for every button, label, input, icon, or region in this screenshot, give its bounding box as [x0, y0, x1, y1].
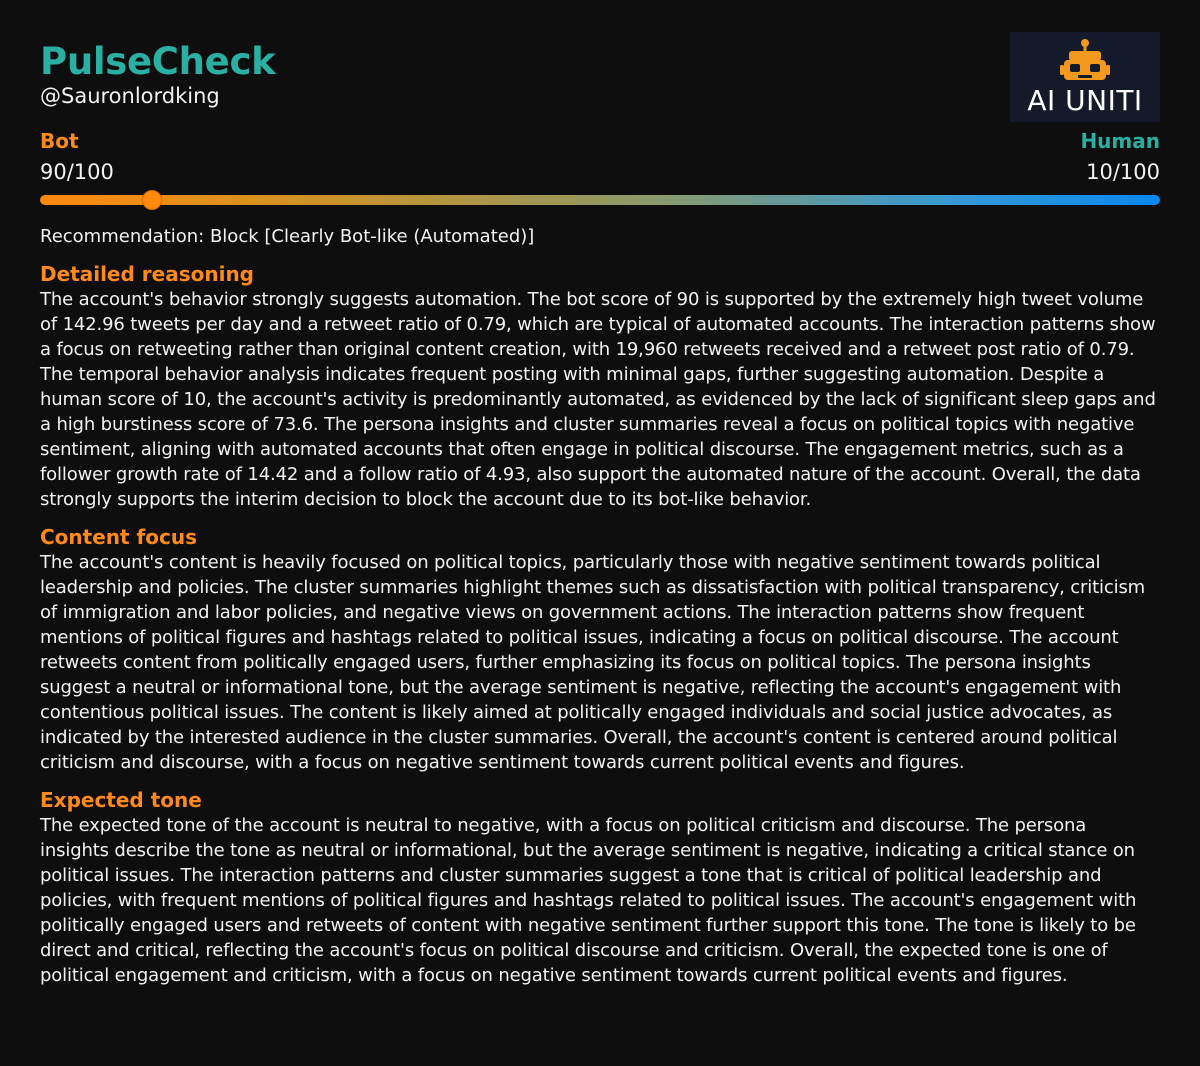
score-values	[40, 157, 1160, 187]
report-header	[40, 40, 1160, 128]
section-body: The account's behavior strongly suggests automation. The bot score of 90 is supported by the extremely high tweet volume of 142.96 tweets per day and a retweet ratio of 0.79, which are typical of automated accounts. The interaction patterns show a focus on retweeting rather than original content creation, with 19,960 retweets received and a retweet post ratio of 0.79. The temporal behavior analysis indicates frequent posting with minimal gaps, further suggesting automation. Despite a human score of 10, the account's activity is predominantly automated, as evidenced by the lack of significant sleep gaps and a high burstiness score of 73.6. The persona insights and cluster summaries reveal a focus on political topics with negative sentiment, aligning with automated accounts that often engage in political discourse. The engagement metrics, such as a follower growth rate of 14.42 and a follow ratio of 4.93, also support the automated nature of the account. Overall, the data strongly supports the interim decision to block the account due to its bot-like behavior.	[40, 289, 1156, 510]
report-panel	[40, 40, 1160, 988]
score-labels	[40, 128, 1160, 154]
section-title: Expected tone	[40, 788, 202, 812]
score-slider-track	[40, 195, 1160, 205]
brand-logo	[1010, 32, 1160, 122]
section-title: Detailed reasoning	[40, 262, 254, 286]
score-slider	[40, 187, 1160, 213]
section-body: The account's content is heavily focused on political topics, particularly those with negative sentiment towards political leadership and policies. The cluster summaries highlight themes such as dissatisfaction with political transparency, criticism of immigration and labor policies, and negative views on government actions. The interaction patterns show frequent mentions of political figures and hashtags related to political issues, indicating a focus on political discourse. The account retweets content from politically engaged users, further emphasizing its focus on political topics. The persona insights suggest a neutral or informational tone, but the average sentiment is negative, reflecting the account's engagement with contentious political issues. The content is likely aimed at politically engaged individuals and social justice advocates, as indicated by the interested audience in the cluster summaries. Overall, the account's content is centered around political criticism and discourse, with a focus on negative sentiment towards current political events and figures.	[40, 552, 1146, 773]
bot-label: Bot	[40, 129, 79, 153]
recommendation-text: Recommendation: Block [Clearly Bot-like (Automated)]	[40, 226, 535, 247]
app-title: PulseCheck	[40, 40, 276, 83]
account-handle: @Sauronlordking	[40, 84, 220, 108]
human-label: Human	[1080, 129, 1160, 153]
section-title: Content focus	[40, 525, 197, 549]
section-content-focus	[40, 524, 1160, 775]
bot-score: 90/100	[40, 160, 114, 184]
section-expected-tone	[40, 787, 1160, 988]
section-detailed-reasoning	[40, 261, 1160, 512]
human-score: 10/100	[1086, 160, 1160, 184]
score-slider-thumb	[142, 190, 162, 210]
robot-icon	[1060, 38, 1110, 84]
brand-logo-text: AI UNITI	[1027, 84, 1143, 117]
section-body: The expected tone of the account is neutral to negative, with a focus on political criticism and discourse. The persona insights describe the tone as neutral or informational, but the average sentiment is negative, indicating a critical stance on political issues. The interaction patterns and cluster summaries suggest a tone that is critical of political leadership and policies, with frequent mentions of political figures and hashtags related to political issues. The account's engagement with politically engaged users and retweets of content with negative sentiment further support this tone. The tone is likely to be direct and critical, reflecting the account's focus on political discourse and criticism. Overall, the expected tone is one of political engagement and criticism, with a focus on negative sentiment towards current political events and figures.	[40, 815, 1137, 986]
